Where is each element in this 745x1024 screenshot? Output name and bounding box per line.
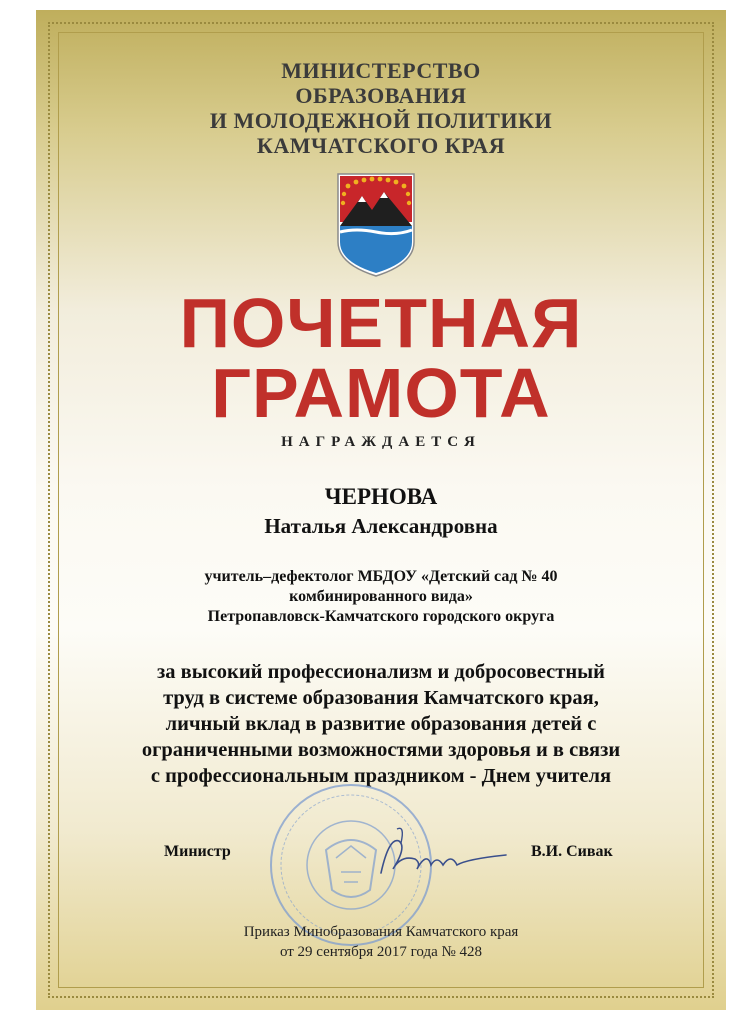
reason-line: личный вклад в развитие образования детей с: [165, 713, 597, 735]
reason-line: с профессиональным праздником - Днем учителя: [150, 765, 612, 787]
ministry-line: МИНИСТЕРСТВО: [281, 58, 481, 83]
title-line-1: ПОЧЕТНАЯ: [179, 284, 583, 362]
recipient-position: [36, 567, 726, 627]
position-line: учитель–дефектолог МБДОУ «Детский сад № 40: [204, 568, 558, 585]
reason-line: ограниченными возможностями здоровья и в связи: [141, 739, 621, 761]
reason-line: труд в системе образования Камчатского края,: [163, 687, 599, 709]
kamchatka-coat-of-arms-icon: [336, 172, 416, 278]
awarded-label: НАГРАЖДАЕТСЯ: [281, 434, 481, 450]
order-line: от 29 сентября 2017 года № 428: [279, 944, 483, 960]
ministry-line: ОБРАЗОВАНИЯ: [295, 83, 467, 108]
position-line: комбинированного вида»: [289, 588, 473, 605]
reason-line: за высокий профессионализм и добросовестный: [157, 661, 605, 683]
handwritten-signature-icon: [371, 825, 511, 885]
order-reference: [36, 922, 726, 962]
ministry-heading: [36, 58, 726, 158]
award-reason: [36, 659, 726, 789]
recipient-given-names: Наталья Александровна: [264, 514, 498, 538]
minister-name: В.И. Сивак: [531, 843, 613, 860]
ministry-line: КАМЧАТСКОГО КРАЯ: [256, 133, 506, 158]
position-line: Петропавловск-Камчатского городского округа: [207, 608, 555, 625]
minister-label: Министр: [164, 843, 231, 860]
ministry-line: И МОЛОДЕЖНОЙ ПОЛИТИКИ: [209, 108, 553, 133]
certificate-sheet: [36, 10, 726, 1010]
order-line: Приказ Минобразования Камчатского края: [243, 924, 519, 940]
recipient-surname: ЧЕРНОВА: [324, 484, 438, 509]
title-line-2: ГРАМОТА: [211, 354, 551, 432]
